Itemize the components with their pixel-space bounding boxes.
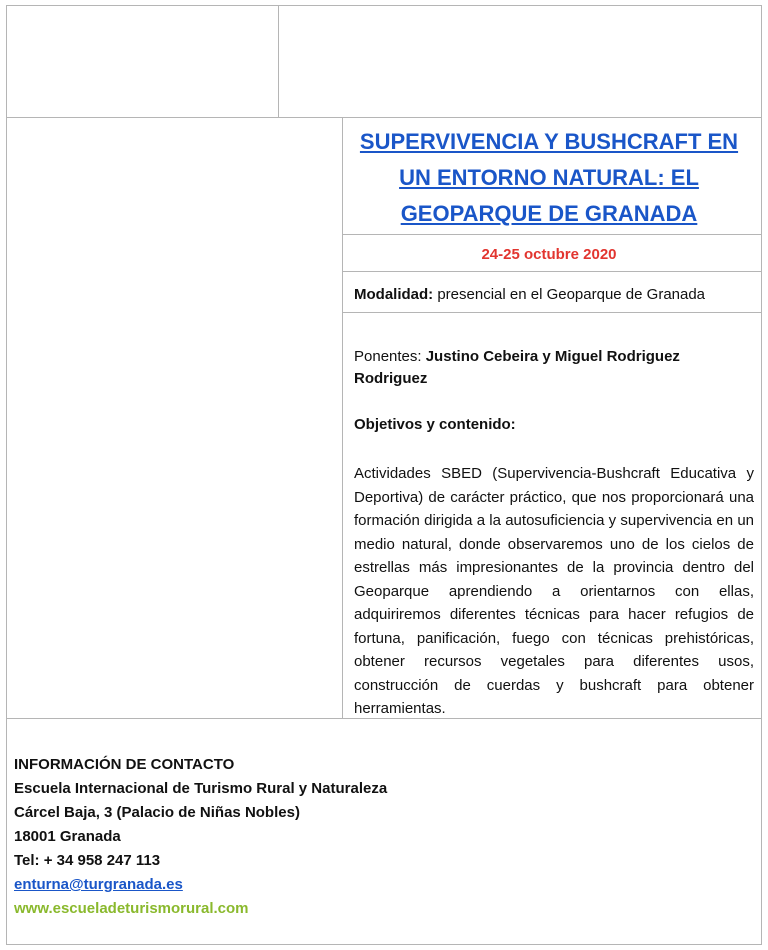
course-date: 24-25 octubre 2020 [481, 246, 617, 263]
modalidad-line [354, 286, 705, 303]
ponentes-line [354, 346, 754, 390]
left-border [6, 5, 7, 945]
objetivos-heading: Objetivos y contenido: [354, 416, 516, 433]
course-title-link[interactable]: SUPERVIVENCIA Y BUSHCRAFT EN UN ENTORNO NATURAL: EL GEOPARQUE DE GRANADA [359, 129, 739, 226]
contact-city: 18001 Granada [14, 828, 121, 845]
contact-website-link[interactable]: www.escueladeturismorural.com [14, 900, 249, 917]
ponentes-value: Justino Cebeira y Miguel Rodriguez Rodriguez [354, 348, 680, 387]
contact-org: Escuela Internacional de Turismo Rural y Naturaleza [14, 780, 388, 797]
bottom-border [6, 944, 762, 945]
contact-phone: Tel: + 34 958 247 113 [14, 852, 161, 869]
date-row-divider [342, 271, 762, 272]
modalidad-label: Modalidad: [354, 286, 434, 303]
content-column-divider [342, 117, 343, 718]
ponentes-label: Ponentes: [354, 348, 426, 365]
right-border [761, 5, 762, 945]
header-cell-divider [278, 5, 279, 117]
contact-block [14, 753, 387, 921]
contact-address: Cárcel Baja, 3 (Palacio de Niñas Nobles) [14, 804, 300, 821]
top-border [6, 5, 762, 6]
header-row-divider [6, 117, 762, 118]
title-row-divider [342, 234, 762, 235]
modalidad-value: presencial en el Geoparque de Granada [433, 286, 706, 303]
modalidad-row-divider [342, 312, 762, 313]
course-description: Actividades SBED (Supervivencia-Bushcraft Educativa y Deportiva) de carácter práctico, que nos proporcionará una formación dirigida a la autosuficiencia y supervivencia en un medio natural, donde observaremos uno de los cielos de estrellas más impresionantes de la provincia dentro del Geoparque aprendiendo a orientarnos con ellas, adquiriremos diferentes técnicas para hacer refugios de fortuna, panificación, fuego con técnicas prehistóricas, obtener recursos vegetales para diferentes usos, construcción de cuerdas y bushcraft para obtener herramientas. [354, 465, 754, 717]
contact-heading: INFORMACIÓN DE CONTACTO [14, 756, 235, 773]
contact-email-link[interactable]: enturna@turgranada.es [14, 876, 183, 893]
